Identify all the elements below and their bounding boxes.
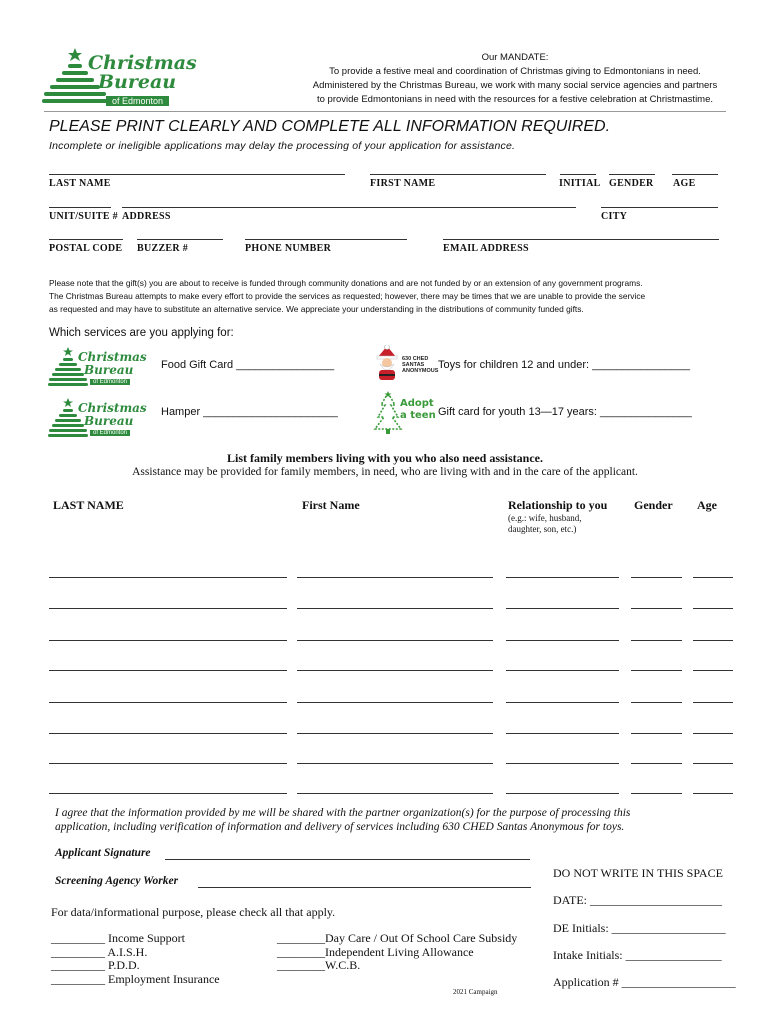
row-gender-field[interactable] [631,670,682,671]
age-label: AGE [673,178,696,189]
row-first-name-field[interactable] [297,702,493,703]
mandate-line: Administered by the Christmas Bureau, we work with many social service agencies and partners [312,80,718,91]
row-relationship-field[interactable] [506,670,619,671]
header-divider [44,111,726,112]
row-last-name-field[interactable] [49,670,287,671]
row-first-name-field[interactable] [297,793,493,794]
row-age-field[interactable] [693,733,733,734]
unit-field[interactable] [49,207,111,208]
logo-line3: of Edmonton [90,430,130,436]
instructions-title: PLEASE PRINT CLEARLY AND COMPLETE ALL INFORMATION REQUIRED. [49,118,611,135]
check-independent-living[interactable]: ________Independent Living Allowance [277,944,474,959]
row-last-name-field[interactable] [49,702,287,703]
checks-left [51,932,220,986]
row-age-field[interactable] [693,763,733,764]
last-name-field[interactable] [49,174,345,175]
column-last-name: LAST NAME [53,498,124,512]
row-age-field[interactable] [693,702,733,703]
first-name-field[interactable] [370,174,546,175]
row-first-name-field[interactable] [297,608,493,609]
row-relationship-field[interactable] [506,733,619,734]
logo-line1: Christmas [78,350,147,364]
office-use-box [545,860,750,1000]
agreement-line: application, including verification of information and delivery of services including 630 CHED Santas Anonymous for toys. [55,821,625,833]
logo-line1: Christmas [78,401,147,415]
screening-worker-label: Screening Agency Worker [55,875,179,887]
column-relationship: Relationship to you [508,498,608,512]
row-gender-field[interactable] [631,608,682,609]
row-gender-field[interactable] [631,577,682,578]
last-name-label: LAST NAME [49,178,111,189]
city-label: CITY [601,211,628,222]
relationship-hint-line: (e.g.: wife, husband, [508,513,582,523]
family-subheading: Assistance may be provided for family members, in need, who are living with and in the care of the applicant. [132,466,638,478]
initial-label: INITIAL [559,178,601,189]
check-income-support[interactable]: _________ Income Support [51,931,185,945]
row-relationship-field[interactable] [506,608,619,609]
office-intake-initials-field[interactable]: Intake Initials: ________________ [553,948,722,962]
mandate-line: To provide a festive meal and coordination of Christmas giving to Edmontonians in need. [329,66,701,77]
screening-worker-field[interactable] [198,887,531,888]
row-relationship-field[interactable] [506,793,619,794]
check-employment-insurance[interactable]: _________ Employment Insurance [51,971,220,986]
row-last-name-field[interactable] [49,763,287,764]
relationship-hint-line: daughter, son, etc.) [508,524,577,534]
mandate-title: Our MANDATE: [481,52,549,63]
tree-icon [373,391,403,435]
santas-anonymous-text: 630 CHED SANTAS ANONYMOUS [402,356,439,374]
services-heading: Which services are you applying for: [49,327,234,339]
row-age-field[interactable] [693,793,733,794]
applicant-signature-label: Applicant Signature [55,847,151,859]
column-age: Age [697,498,717,512]
office-use-title: DO NOT WRITE IN THIS SPACE [553,866,723,880]
agreement-line: I agree that the information provided by me will be shared with the partner organization(s) for the purpose of processing this [55,807,631,819]
checks-right [277,932,517,973]
email-label: EMAIL ADDRESS [443,243,529,254]
row-first-name-field[interactable] [297,763,493,764]
city-field[interactable] [601,207,718,208]
column-first-name: First Name [302,498,360,512]
row-age-field[interactable] [693,640,733,641]
logo-line1: Christmas [88,52,197,74]
logo-line3: of Edmonton [90,379,130,385]
family-heading: List family members living with you who also need assistance. [226,451,543,465]
santa-icon [372,345,402,381]
check-pdd[interactable]: _________ P.D.D. [51,958,140,972]
check-day-care[interactable]: ________Day Care / Out Of School Care Subsidy [277,931,518,945]
youth-gift-card-option[interactable]: Gift card for youth 13—17 years: _______________ [438,406,692,418]
campaign-label: 2021 Campaign [453,988,498,996]
age-field[interactable] [672,174,718,175]
postal-code-label: POSTAL CODE [49,243,123,254]
gender-label: GENDER [609,178,654,189]
phone-label: PHONE NUMBER [245,243,332,254]
adopt-a-teen-logo [373,391,437,435]
row-age-field[interactable] [693,608,733,609]
initial-field[interactable] [560,174,596,175]
notice-line: The Christmas Bureau attempts to make every effort to provide the services as requested; however, there may be times that we are unable to provide the service [49,291,646,301]
row-age-field[interactable] [693,577,733,578]
row-last-name-field[interactable] [49,577,287,578]
mandate-block [290,51,740,107]
hamper-option[interactable]: Hamper ______________________ [161,406,338,418]
office-application-number-field[interactable]: Application # ___________________ [553,975,736,989]
food-gift-card-option[interactable]: Food Gift Card ________________ [161,359,335,371]
row-age-field[interactable] [693,670,733,671]
gender-field[interactable] [609,174,655,175]
row-first-name-field[interactable] [297,640,493,641]
check-wcb[interactable]: ________W.C.B. [277,958,361,972]
christmas-bureau-logo-small [48,397,147,439]
logo-line2: Bureau [84,414,134,428]
logo-line2: Bureau [84,363,134,377]
christmas-bureau-logo-small [48,346,147,388]
funding-notice [49,277,729,316]
row-gender-field[interactable] [631,702,682,703]
row-last-name-field[interactable] [49,640,287,641]
check-aish[interactable]: _________ A.I.S.H. [51,944,148,959]
row-relationship-field[interactable] [506,702,619,703]
office-de-initials-field[interactable]: DE Initials: ___________________ [553,921,726,935]
row-last-name-field[interactable] [49,733,287,734]
adopt-a-teen-text: Adopt a teen [400,398,436,421]
checks-heading: For data/informational purpose, please check all that apply. [51,905,336,919]
logo-line2: Bureau [98,71,177,93]
agreement-text [55,806,630,834]
row-last-name-field[interactable] [49,608,287,609]
buzzer-field[interactable] [137,239,223,240]
postal-code-field[interactable] [49,239,123,240]
email-field[interactable] [443,239,719,240]
address-label: ADDRESS [122,211,171,222]
row-relationship-field[interactable] [506,763,619,764]
row-last-name-field[interactable] [49,793,287,794]
row-relationship-field[interactable] [506,640,619,641]
mandate-line: to provide Edmontonians in need with the resources for a festive celebration at Christmastime. [316,94,714,105]
unit-label: UNIT/SUITE # [49,211,118,222]
row-gender-field[interactable] [631,640,682,641]
santas-anonymous-logo [372,345,438,381]
row-gender-field[interactable] [631,793,682,794]
address-field[interactable] [122,207,576,208]
row-first-name-field[interactable] [297,733,493,734]
row-first-name-field[interactable] [297,577,493,578]
row-first-name-field[interactable] [297,670,493,671]
row-gender-field[interactable] [631,733,682,734]
buzzer-label: BUZZER # [137,243,189,254]
christmas-bureau-logo [42,46,197,108]
office-date-field[interactable]: DATE: ______________________ [553,893,722,907]
instructions-subtitle: Incomplete or ineligible applications may delay the processing of your application for assistance. [49,140,516,152]
toys-option[interactable]: Toys for children 12 and under: ________________ [438,359,690,371]
notice-line: as requested and may have to substitute an alternative service. We appreciate your understanding in the distributions of community funded gifts. [49,304,584,314]
row-relationship-field[interactable] [506,577,619,578]
notice-line: Please note that the gift(s) you are about to receive is funded through community donations and are not funded by or an extension of any government programs. [49,278,643,288]
row-gender-field[interactable] [631,763,682,764]
first-name-label: FIRST NAME [370,178,436,189]
phone-field[interactable] [245,239,407,240]
relationship-hint [508,513,581,535]
column-gender: Gender [634,498,673,512]
applicant-signature-field[interactable] [165,859,530,860]
logo-line3: of Edmonton [106,96,169,106]
